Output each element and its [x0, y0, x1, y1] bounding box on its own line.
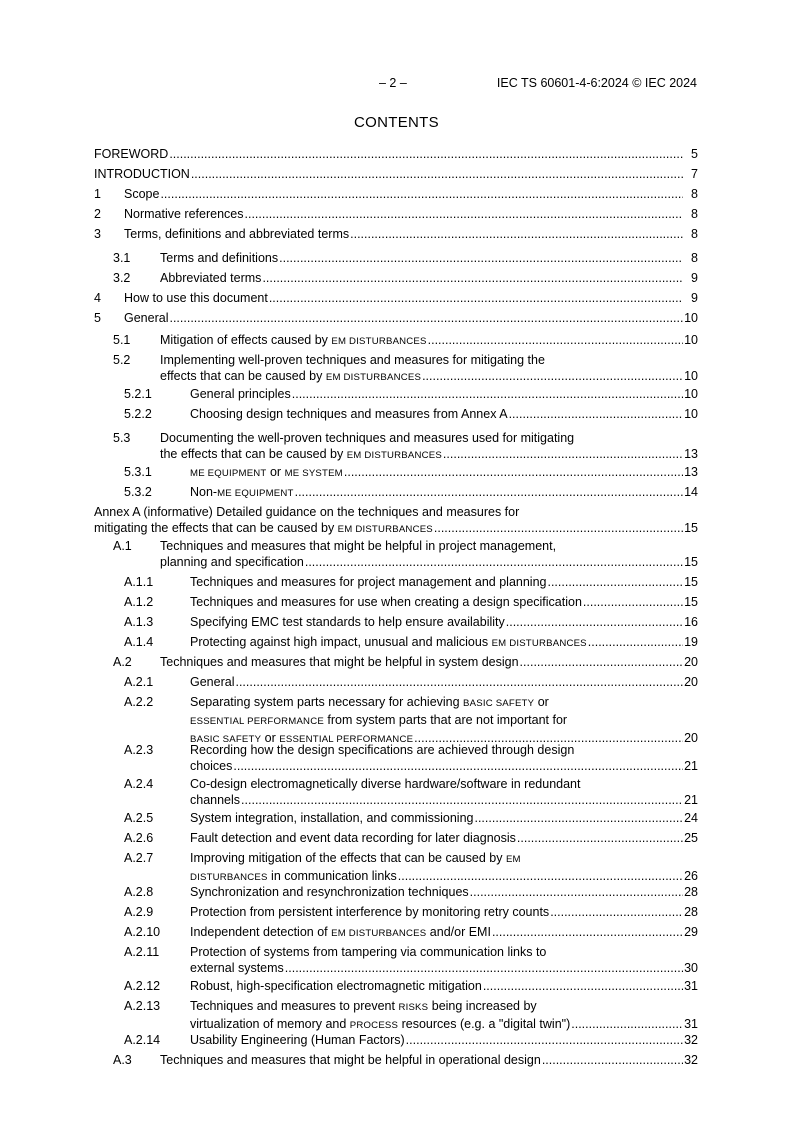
dot-leader	[520, 654, 683, 670]
toc-entry-title: Synchronization and resynchronization techniques	[190, 885, 469, 899]
dot-leader	[509, 406, 683, 422]
toc-entry-number: A.2.4	[124, 777, 154, 791]
toc-entry-number: 3.2	[113, 271, 131, 285]
dot-leader	[434, 520, 683, 536]
toc-entry-number: A.1.3	[124, 615, 154, 629]
dot-leader	[279, 250, 683, 266]
toc-entry-number: 5.1	[113, 333, 131, 347]
toc-entry-page: 7	[691, 167, 698, 181]
dot-leader	[160, 186, 683, 202]
toc-entry-number: A.2.1	[124, 675, 154, 689]
toc-entry-title: Recording how the design specifications are achieved through design	[190, 743, 575, 757]
toc-entry-number: A.2.8	[124, 885, 154, 899]
toc-entry-page: 8	[691, 251, 698, 265]
toc-entry-title: Choosing design techniques and measures from Annex A	[190, 407, 508, 421]
toc-entry-page: 5	[691, 147, 698, 161]
toc-entry-title: How to use this document	[124, 291, 268, 305]
toc-entry-title: Usability Engineering (Human Factors)	[190, 1033, 405, 1047]
dot-leader	[191, 166, 683, 182]
toc-entry-page: 15	[684, 595, 698, 609]
toc-entry-page: 32	[684, 1053, 698, 1067]
dot-leader	[571, 1016, 683, 1032]
toc-entry-title: Mitigation of effects caused by EM DISTURBANCES	[160, 333, 427, 347]
toc-entry-page: 20	[684, 655, 698, 669]
toc-entry-number: 5	[94, 311, 101, 325]
toc-entry-page: 9	[691, 291, 698, 305]
toc-entry-title: Co-design electromagnetically diverse hardware/software in redundant	[190, 777, 581, 791]
toc-entry-title: Improving mitigation of the effects that can be caused by EM	[190, 851, 521, 865]
toc-entry-title: Fault detection and event data recording for later diagnosis	[190, 831, 516, 845]
dot-leader	[588, 634, 683, 650]
toc-entry-title: Independent detection of EM DISTURBANCES and/or EMI	[190, 925, 491, 939]
toc-entry-number: 5.3.2	[124, 485, 152, 499]
toc-entry-page: 8	[691, 227, 698, 241]
toc-entry-title: channels	[190, 793, 241, 807]
dot-leader	[474, 810, 683, 826]
toc-entry-page: 28	[684, 885, 698, 899]
toc-entry-page: 29	[684, 925, 698, 939]
toc-entry-page: 15	[684, 521, 698, 535]
page-number: – 2 –	[379, 76, 407, 90]
dot-leader	[169, 146, 683, 162]
toc-entry-page: 24	[684, 811, 698, 825]
dot-leader	[583, 594, 683, 610]
toc-entry-page: 10	[684, 369, 698, 383]
toc-entry-page: 10	[684, 333, 698, 347]
toc-entry-title: mitigating the effects that can be caused by EM DISTURBANCES	[94, 521, 433, 535]
toc-entry-page: 14	[684, 485, 698, 499]
toc-entry-title: choices	[190, 759, 233, 773]
toc-entry-title: Annex A (informative) Detailed guidance on the techniques and measures for	[94, 505, 520, 519]
toc-entry-page: 30	[684, 961, 698, 975]
toc-entry-title: the effects that can be caused by EM DISTURBANCES	[160, 447, 442, 461]
toc-entry-title: BASIC SAFETY or ESSENTIAL PERFORMANCE	[190, 731, 414, 745]
dot-leader	[428, 332, 683, 348]
toc-entry-page: 31	[684, 979, 698, 993]
toc-entry-title: Non-ME EQUIPMENT	[190, 485, 294, 499]
toc-entry-title: Protecting against high impact, unusual and malicious EM DISTURBANCES	[190, 635, 587, 649]
toc-entry-page: 15	[684, 575, 698, 589]
toc-entry-number: A.2.9	[124, 905, 154, 919]
toc-entry-number: 2	[94, 207, 101, 221]
dot-leader	[292, 386, 683, 402]
toc-entry-title: DISTURBANCES in communication links	[190, 869, 397, 883]
toc-entry-number: A.2.5	[124, 811, 154, 825]
toc-entry-page: 10	[684, 407, 698, 421]
toc-entry-title: external systems	[190, 961, 284, 975]
toc-entry-title: System integration, installation, and commissioning	[190, 811, 474, 825]
toc-entry-number: 5.2.1	[124, 387, 152, 401]
toc-entry-number: 5.3	[113, 431, 131, 445]
toc-entry-page: 9	[691, 271, 698, 285]
dot-leader	[233, 758, 683, 774]
dot-leader	[241, 792, 683, 808]
toc-entry-number: A.2.6	[124, 831, 154, 845]
dot-leader	[262, 270, 683, 286]
dot-leader	[422, 368, 683, 384]
toc-entry-number: A.2.12	[124, 979, 161, 993]
toc-entry-page: 32	[684, 1033, 698, 1047]
toc-entry-number: 5.2	[113, 353, 131, 367]
toc-entry-number: A.2.2	[124, 695, 154, 709]
toc-entry-title: ESSENTIAL PERFORMANCE from system parts that are not important for	[190, 713, 568, 727]
toc-entry-number: A.2.3	[124, 743, 154, 757]
dot-leader	[350, 226, 683, 242]
toc-entry-title: Specifying EMC test standards to help ensure availability	[190, 615, 505, 629]
dot-leader	[295, 484, 683, 500]
toc-entry-page: 19	[684, 635, 698, 649]
toc-entry-title: Terms, definitions and abbreviated terms	[124, 227, 350, 241]
toc-entry-page: 8	[691, 207, 698, 221]
dot-leader	[406, 1032, 683, 1048]
toc-entry-title: Separating system parts necessary for achieving BASIC SAFETY or	[190, 695, 549, 709]
toc-entry-number: A.1.1	[124, 575, 154, 589]
toc-entry-title: Techniques and measures for project management and planning	[190, 575, 547, 589]
dot-leader	[269, 290, 683, 306]
toc-entry-number: A.2	[113, 655, 132, 669]
toc-entry-title: Normative references	[124, 207, 244, 221]
toc-entry-page: 16	[684, 615, 698, 629]
toc-entry-title: Techniques and measures that might be helpful in operational design	[160, 1053, 541, 1067]
dot-leader	[483, 978, 683, 994]
dot-leader	[492, 924, 683, 940]
toc-entry-number: 1	[94, 187, 101, 201]
toc-entry-title: virtualization of memory and PROCESS resources (e.g. a "digital twin")	[190, 1017, 571, 1031]
dot-leader	[550, 904, 683, 920]
toc-entry-title: Documenting the well-proven techniques and measures used for mitigating	[160, 431, 575, 445]
toc-entry-page: 21	[684, 793, 698, 807]
toc-entry-title: planning and specification	[160, 555, 304, 569]
dot-leader	[285, 960, 683, 976]
toc-entry-number: 5.2.2	[124, 407, 152, 421]
toc-entry-page: 10	[684, 311, 698, 325]
toc-entry-number: 3.1	[113, 251, 131, 265]
dot-leader	[169, 310, 683, 326]
toc-entry-title: Implementing well-proven techniques and measures for mitigating the	[160, 353, 545, 367]
toc-entry-number: 4	[94, 291, 101, 305]
toc-entry-number: A.2.11	[124, 945, 160, 959]
toc-entry-title: General	[190, 675, 235, 689]
toc-entry-page: 31	[684, 1017, 698, 1031]
toc-entry-title: Abbreviated terms	[160, 271, 262, 285]
dot-leader	[235, 674, 683, 690]
toc-entry-title: Techniques and measures that might be helpful in project management,	[160, 539, 557, 553]
toc-entry-number: A.2.10	[124, 925, 161, 939]
toc-entry-number: A.2.7	[124, 851, 154, 865]
toc-entry-page: 25	[684, 831, 698, 845]
toc-entry-number: A.2.13	[124, 999, 161, 1013]
toc-entry-title: Techniques and measures that might be helpful in system design	[160, 655, 519, 669]
toc-entry-number: A.2.14	[124, 1033, 161, 1047]
dot-leader	[506, 614, 683, 630]
dot-leader	[517, 830, 683, 846]
toc-entry-title: Robust, high-specification electromagnetic mitigation	[190, 979, 482, 993]
toc-entry-title: FOREWORD	[94, 147, 169, 161]
toc-entry-number: A.1.2	[124, 595, 154, 609]
toc-entry-title: Protection of systems from tampering via communication links to	[190, 945, 547, 959]
toc-entry-page: 26	[684, 869, 698, 883]
toc-entry-title: General principles	[190, 387, 291, 401]
dot-leader	[305, 554, 683, 570]
toc-entry-page: 21	[684, 759, 698, 773]
toc-entry-number: A.1.4	[124, 635, 154, 649]
toc-entry-title: Scope	[124, 187, 160, 201]
toc-entry-page: 28	[684, 905, 698, 919]
dot-leader	[542, 1052, 683, 1068]
toc-entry-page: 13	[684, 465, 698, 479]
dot-leader	[470, 884, 683, 900]
dot-leader	[344, 464, 683, 480]
toc-entry-title: effects that can be caused by EM DISTURBANCES	[160, 369, 422, 383]
toc-entry-title: General	[124, 311, 169, 325]
toc-entry-page: 13	[684, 447, 698, 461]
dot-leader	[547, 574, 683, 590]
toc-entry-page: 20	[684, 675, 698, 689]
dot-leader	[443, 446, 683, 462]
toc-entry-number: A.1	[113, 539, 132, 553]
dot-leader	[245, 206, 684, 222]
toc-entry-title: Terms and definitions	[160, 251, 279, 265]
dot-leader	[398, 868, 683, 884]
toc-entry-page: 10	[684, 387, 698, 401]
page-title: CONTENTS	[354, 114, 439, 131]
toc-entry-title: INTRODUCTION	[94, 167, 190, 181]
toc-entry-number: A.3	[113, 1053, 132, 1067]
toc-entry-number: 3	[94, 227, 101, 241]
toc-entry-title: Protection from persistent interference by monitoring retry counts	[190, 905, 550, 919]
standard-reference: IEC TS 60601-4-6:2024 © IEC 2024	[496, 76, 697, 90]
toc-entry-title: Techniques and measures to prevent RISKS being increased by	[190, 999, 537, 1013]
toc-entry-title: ME EQUIPMENT or ME SYSTEM	[190, 465, 343, 479]
toc-entry-title: Techniques and measures for use when creating a design specification	[190, 595, 582, 609]
toc-entry-number: 5.3.1	[124, 465, 152, 479]
toc-entry-page: 15	[684, 555, 698, 569]
toc-entry-page: 20	[684, 731, 698, 745]
toc-entry-page: 8	[691, 187, 698, 201]
